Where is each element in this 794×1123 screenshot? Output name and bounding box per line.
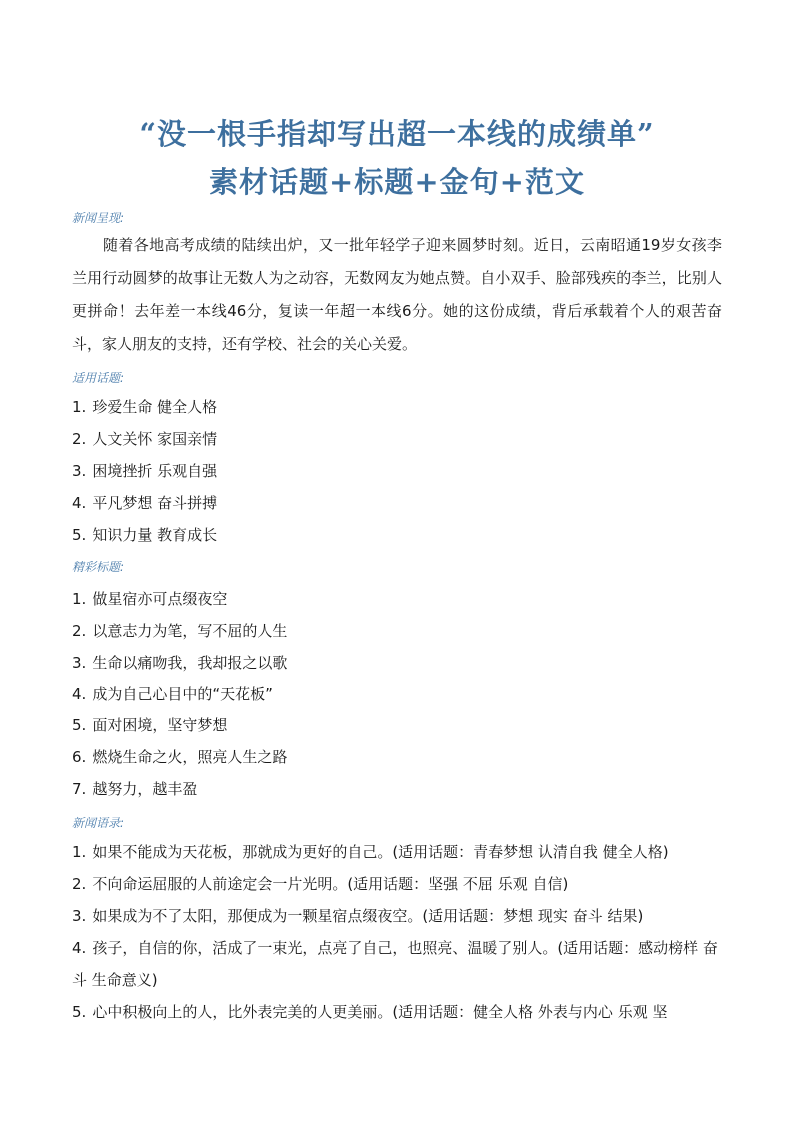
topic-text: 人文关怀 家国亲情 bbox=[92, 430, 218, 448]
quote-item bbox=[72, 996, 722, 1028]
title-item bbox=[72, 709, 722, 741]
title-text: 做星宿亦可点缀夜空 bbox=[92, 590, 228, 608]
title-number: 4. bbox=[72, 685, 87, 703]
titles-heading: 精彩标题: bbox=[72, 560, 125, 574]
topic-item bbox=[72, 487, 722, 519]
quote-text: 不向命运屈服的人前途定会一片光明。(适用话题：坚强 不屈 乐观 自信) bbox=[92, 875, 569, 893]
title-number: 7. bbox=[72, 780, 87, 798]
topic-text: 知识力量 教育成长 bbox=[92, 526, 218, 544]
title-text: 生命以痛吻我，我却报之以歌 bbox=[92, 654, 288, 672]
topic-number: 1. bbox=[72, 398, 87, 416]
title-item bbox=[72, 741, 722, 773]
title-number: 5. bbox=[72, 716, 87, 734]
quotes-heading: 新闻语录: bbox=[72, 816, 125, 830]
title-text: 越努力，越丰盈 bbox=[92, 780, 198, 798]
topic-item bbox=[72, 423, 722, 455]
topic-item bbox=[72, 391, 722, 423]
quote-item bbox=[72, 868, 722, 900]
title-number: 2. bbox=[72, 622, 87, 640]
quote-text: 心中积极向上的人，比外表完美的人更美丽。(适用话题：健全人格 外表与内心 乐观 坚 bbox=[92, 1003, 668, 1021]
quote-item bbox=[72, 900, 722, 932]
title-number: 1. bbox=[72, 590, 87, 608]
quote-number: 3. bbox=[72, 907, 87, 925]
quote-text: 孩子，自信的你，活成了一束光，点亮了自己，也照亮、温暖了别人。(适用话题：感动榜样 奋斗 生命意义) bbox=[72, 939, 718, 989]
news-heading: 新闻呈现: bbox=[72, 211, 125, 225]
title-item bbox=[72, 773, 722, 805]
title-number: 3. bbox=[72, 654, 87, 672]
quote-number: 1. bbox=[72, 843, 87, 861]
quote-item bbox=[72, 836, 722, 868]
title-text: 以意志力为笔，写不屈的人生 bbox=[92, 622, 288, 640]
topic-item bbox=[72, 519, 722, 551]
topic-number: 3. bbox=[72, 462, 87, 480]
topic-text: 珍爱生命 健全人格 bbox=[92, 398, 218, 416]
quote-number: 5. bbox=[72, 1003, 87, 1021]
quote-text: 如果成为不了太阳，那便成为一颗星宿点缀夜空。(适用话题：梦想 现实 奋斗 结果) bbox=[92, 907, 644, 925]
news-paragraph: 随着各地高考成绩的陆续出炉，又一批年轻学子迎来圆梦时刻。近日，云南昭通19岁女孩李兰用行动圆梦的故事让无数人为之动容，无数网友为她点赞。自小双手、脸部残疾的李兰，比别人更拼命！去年差一本线46分，复读一年超一本线6分。她的这份成绩，背后承载着个人的艰苦奋斗，家人朋友的支持，还有学校、社会的关心关爱。 bbox=[72, 236, 722, 353]
title-item bbox=[72, 615, 722, 647]
title-item bbox=[72, 583, 722, 615]
quote-number: 4. bbox=[72, 939, 87, 957]
title-item bbox=[72, 678, 722, 710]
title-text: 燃烧生命之火，照亮人生之路 bbox=[92, 748, 288, 766]
topic-number: 5. bbox=[72, 526, 87, 544]
topics-heading: 适用话题: bbox=[72, 371, 125, 385]
topic-text: 平凡梦想 奋斗拼搏 bbox=[92, 494, 218, 512]
document-title-line-2: 素材话题+标题+金句+范文 bbox=[209, 165, 585, 199]
topic-number: 2. bbox=[72, 430, 87, 448]
title-number: 6. bbox=[72, 748, 87, 766]
topic-number: 4. bbox=[72, 494, 87, 512]
title-item bbox=[72, 647, 722, 679]
quote-text: 如果不能成为天花板，那就成为更好的自己。(适用话题：青春梦想 认清自我 健全人格) bbox=[92, 843, 669, 861]
quote-item bbox=[72, 932, 722, 996]
title-text: 面对困境，坚守梦想 bbox=[92, 716, 228, 734]
topic-item bbox=[72, 455, 722, 487]
title-text: 成为自己心目中的“天花板” bbox=[92, 685, 273, 703]
quote-number: 2. bbox=[72, 875, 87, 893]
document-title-line-1: “没一根手指却写出超一本线的成绩单” bbox=[139, 117, 655, 151]
topic-text: 困境挫折 乐观自强 bbox=[92, 462, 218, 480]
